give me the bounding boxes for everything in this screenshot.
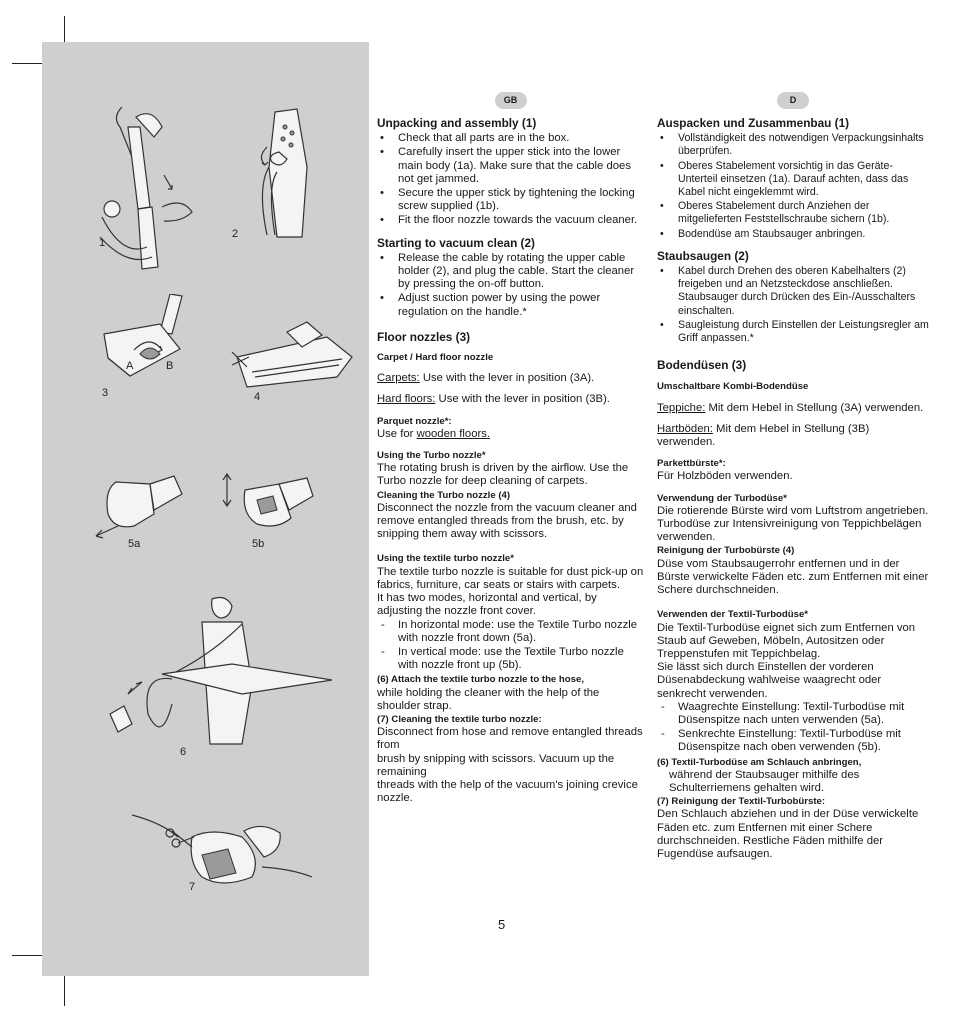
turbobuerste-reinigung-paragraph: Düse vom Staubsaugerrohr entfernen und in der Bürste verwickelte Fäden etc. zum Entfernen mit einer Schere durchschneiden. (657, 557, 929, 597)
carpets-label: Carpets: (377, 372, 420, 385)
list-item: • Kabel durch Drehen des oberen Kabelhalters (2) freigeben und an Netzsteckdose anschließen. Staubsauger durch Drücken des Ein-/Ausschalters einschalten. (657, 265, 929, 318)
textile-paragraph-1: The textile turbo nozzle is suitable for dust pick-up on fabrics, furniture, car seats or stairs with carpets. (377, 565, 644, 591)
list-item: • Carefully insert the upper stick into the lower main body (1a). Make sure that the cable does not get jammed. (377, 146, 644, 186)
english-column (377, 92, 644, 805)
textile-modes-list (377, 619, 644, 673)
list-item: • Adjust suction power by using the power regulation on the handle.* (377, 292, 644, 318)
teppiche-paragraph (657, 402, 929, 415)
list-item: • Vollständigkeit des notwendigen Verpackungsinhalts überprüfen. (657, 132, 929, 158)
textil-paragraph-2: Sie lässt sich durch Einstellen der vorderen Düsenabdeckung wahlweise waagrecht oder senkrecht verwenden. (657, 661, 882, 700)
section-title-auspacken: Auspacken und Zusammenbau (1) (657, 116, 850, 130)
turboduese-paragraph: Die rotierende Bürste wird vom Luftstrom angetrieben. Turbodüse zur Intensivreinigung von Teppichbelägen verwenden. (657, 504, 929, 544)
subheading-turbobuerste-reinigung: Reinigung der Turbobürste (4) (657, 545, 795, 557)
subheading-turbo: Using the Turbo nozzle* (377, 450, 486, 462)
parquet-paragraph (377, 428, 644, 441)
subheading-kombi-bodenduese: Umschaltbare Kombi-Bodendüse (657, 381, 809, 393)
figure-3-label: 3 (102, 387, 109, 399)
subheading-textil-reinigung: (7) Reinigung der Textil-Turbobürste: (657, 796, 826, 808)
list-item: • Saugleistung durch Einstellen der Leistungsregler am Griff anpassen.* (657, 319, 929, 345)
teppiche-label: Teppiche: (657, 401, 706, 414)
subheading-turbo-cleaning: Cleaning the Turbo nozzle (4) (377, 489, 511, 501)
turbo-paragraph: The rotating brush is driven by the airflow. Use the Turbo nozzle for deep cleaning of carpets. (377, 462, 629, 488)
language-badge-d: D (777, 92, 809, 109)
figure-3-nozzle-lever-illustration (100, 294, 195, 389)
hartboeden-label: Hartböden: (657, 422, 713, 435)
turbo-cleaning-paragraph: Disconnect the nozzle from the vacuum cleaner and remove entangled threads from the brush, etc. by snipping them away with scissors. (377, 501, 637, 541)
list-item: - Waagrechte Einstellung: Textil-Turbodüse mit Düsenspitze nach unten verwenden (5a). (657, 701, 929, 727)
textile-cleaning-line-2: brush by snipping with scissors. Vacuum up the remaining (377, 752, 615, 778)
figure-6-shoulder-strap-illustration (102, 594, 332, 754)
figure-4-label: 4 (254, 391, 261, 403)
hartboeden-text: Mit dem Hebel in Stellung (3B) verwenden. (657, 422, 870, 449)
parquet-text: Use for (377, 427, 417, 440)
hartboeden-paragraph (657, 423, 929, 449)
figure-1-label: 1 (99, 237, 106, 249)
subheading-parkettbuerste: Parkettbürste*: (657, 458, 726, 470)
textil-reinigung-paragraph: Den Schlauch abziehen und in der Düse verwickelte Fäden etc. zum Entfernen mit einer Schere durchschneiden. Restliche Fäden mithilfe der Fugendüse aufsaugen. (657, 808, 919, 860)
subheading-textil-turboduese: Verwenden der Textil-Turbodüse* (657, 609, 809, 621)
figure-3-label-a: A (126, 360, 134, 372)
textile-cleaning-line-1: Disconnect from hose and remove entangled threads from (377, 726, 643, 752)
figure-5a-horizontal-mode-illustration (94, 470, 194, 550)
list-item: • Secure the upper stick by tightening the locking screw supplied (1b). (377, 187, 644, 213)
list-item: • Check that all parts are in the box. (377, 132, 644, 145)
figure-2-cable-holder-illustration (247, 107, 337, 242)
german-column (657, 92, 929, 861)
figure-5b-label: 5b (252, 538, 265, 550)
list-item: - In horizontal mode: use the Textile Turbo nozzle with nozzle front down (5a). (377, 619, 644, 645)
hard-floors-label: Hard floors: (377, 393, 436, 406)
list-item: • Fit the floor nozzle towards the vacuum cleaner. (377, 214, 644, 227)
hard-floors-text: Use with the lever in position (3B). (435, 393, 610, 406)
unpacking-list (377, 132, 644, 227)
figure-5b-vertical-mode-illustration (217, 470, 327, 540)
figure-2-label: 2 (232, 228, 239, 240)
starting-list (377, 252, 644, 319)
textil-paragraph-1: Die Textil-Turbodüse eignet sich zum Entfernen von Staub auf Geweben, Möbeln, Autositzen oder Treppenstufen mit Teppichbelag. (657, 621, 916, 660)
list-item: - In vertical mode: use the Textile Turbo nozzle with nozzle front up (5b). (377, 646, 644, 672)
parkettbuerste-paragraph: Für Holzböden verwenden. (657, 470, 793, 483)
list-item: • Oberes Stabelement durch Anziehen der mitgelieferten Feststellschraube sichern (1b). (657, 200, 929, 226)
figure-1-assembly-illustration (92, 97, 242, 282)
figure-4-turbo-cleaning-illustration (227, 317, 357, 397)
textile-paragraph-2: It has two modes, horizontal and vertical, by adjusting the nozzle front cover. (377, 592, 597, 618)
section-title-staubsaugen: Staubsaugen (2) (657, 248, 749, 263)
hard-floors-paragraph (377, 393, 644, 406)
list-item: - Senkrechte Einstellung: Textil-Turbodüse mit Düsenspitze nach oben verwenden (5b). (657, 728, 929, 754)
illustration-panel (42, 42, 369, 976)
teppiche-text: Mit dem Hebel in Stellung (3A) verwenden. (705, 401, 924, 414)
subheading-carpet-hard: Carpet / Hard floor nozzle (377, 352, 494, 364)
attach-paragraph: while holding the cleaner with the help of the shoulder strap. (377, 686, 600, 712)
subheading-textile-turbo: Using the textile turbo nozzle* (377, 553, 514, 565)
staubsaugen-list (657, 265, 929, 345)
subheading-attach: (6) Attach the textile turbo nozzle to the hose, (377, 674, 584, 686)
page-number: 5 (498, 917, 506, 932)
carpets-paragraph (377, 372, 644, 385)
section-title-floor-nozzles: Floor nozzles (3) (377, 329, 471, 344)
textil-modes-list (657, 701, 929, 755)
list-item: • Release the cable by rotating the upper cable holder (2), and plug the cable. Start the cleaner by pressing the on-off button. (377, 252, 644, 292)
figure-7-scissors-cleaning-illustration (132, 807, 312, 892)
section-title-unpacking: Unpacking and assembly (1) (377, 116, 537, 130)
list-item: • Oberes Stabelement vorsichtig in das Geräte-Unterteil einsetzen (1a). Darauf achten, dass das Kabel nicht eingeklemmt wird. (657, 160, 929, 200)
parquet-underlined: wooden floors. (416, 427, 491, 440)
carpets-text: Use with the lever in position (3A). (419, 372, 595, 385)
subheading-schlauch-anbringen: (6) Textil-Turbodüse am Schlauch anbringen, (657, 756, 862, 768)
figure-7-label: 7 (189, 881, 196, 893)
figure-3-label-b: B (166, 360, 174, 372)
language-badge-gb: GB (495, 92, 527, 109)
section-title-starting: Starting to vacuum clean (2) (377, 235, 535, 250)
subheading-parquet: Parquet nozzle*: (377, 415, 452, 427)
figure-5a-label: 5a (128, 538, 141, 550)
subheading-textile-cleaning: (7) Cleaning the textile turbo nozzle: (377, 713, 542, 725)
section-title-bodenduesen: Bodendüsen (3) (657, 358, 747, 373)
auspacken-list (657, 132, 929, 241)
subheading-turboduese: Verwendung der Turbodüse* (657, 492, 787, 504)
textile-cleaning-line-3: threads with the help of the vacuum's joining crevice nozzle. (377, 778, 638, 805)
schlauch-anbringen-paragraph: während der Staubsauger mithilfe des Schulterriemens gehalten wird. (669, 768, 860, 794)
figure-6-label: 6 (180, 746, 187, 758)
list-item: • Bodendüse am Staubsauger anbringen. (657, 228, 929, 241)
